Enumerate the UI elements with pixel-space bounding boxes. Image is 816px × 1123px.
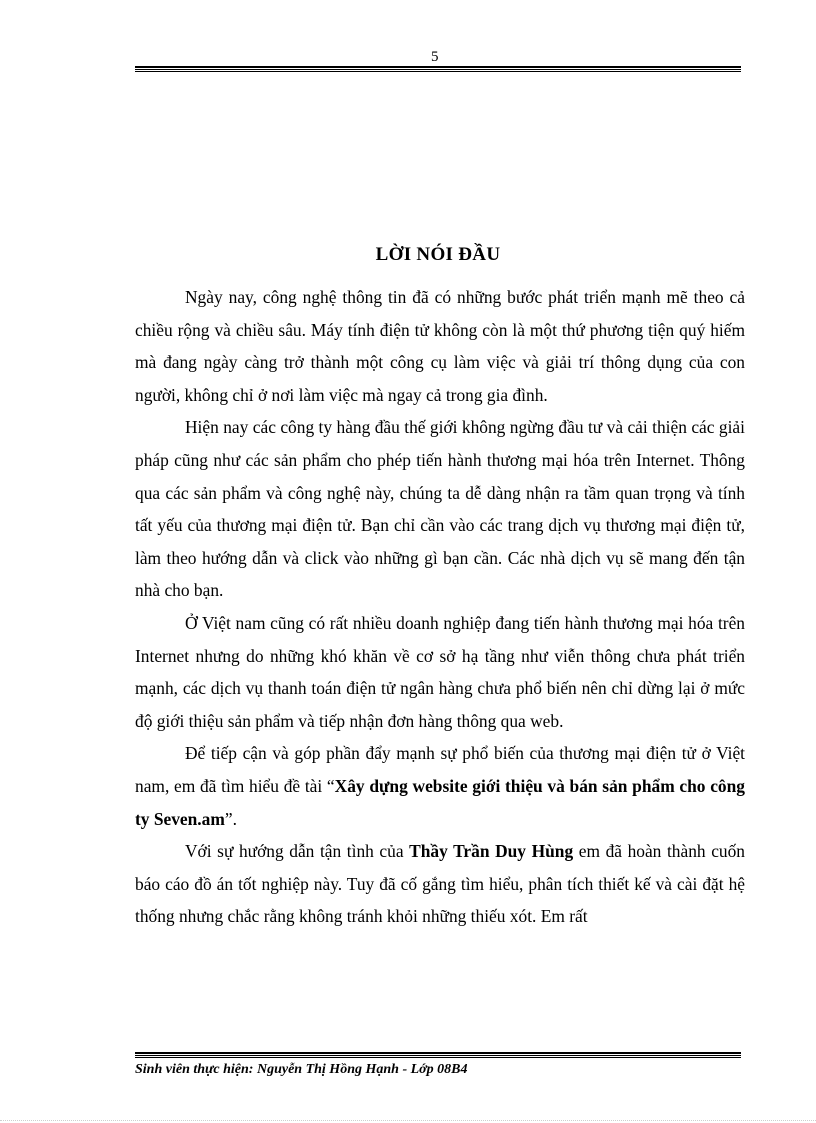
paragraph-2 xyxy=(135,411,745,607)
paragraph-1 xyxy=(135,281,745,411)
paragraph-5 xyxy=(135,835,745,933)
paragraph-4 xyxy=(135,737,745,835)
bold-phrase: Xây dựng website giới thiệu và bán sản phẩm cho công ty Seven.am xyxy=(135,775,745,829)
text-run: Hiện nay các công ty hàng đầu thế giới không ngừng đầu tư và cải thiện các giải pháp cũng như các sản phẩm cho phép tiến hành thương mại hóa trên Internet. Thông qua các sản phẩm và công nghệ này, chúng ta dễ dàng nhận ra tầm quan trọng và tính tất yếu của thương mại điện tử. Bạn chỉ cần vào các trang dịch vụ thương mại điện tử, làm theo hướng dẫn và click vào những gì bạn cần. Các nhà dịch vụ sẽ mang đến tận nhà cho bạn. xyxy=(135,417,745,601)
text-run: Ngày nay, công nghệ thông tin đã có những bước phát triển mạnh mẽ theo cả chiều rộng và chiều sâu. Máy tính điện tử không còn là một thứ phương tiện quý hiếm mà đang ngày càng trở thành một công cụ làm việc và giải trí thông dụng của con người, không chỉ ở nơi làm việc mà ngay cả trong gia đình. xyxy=(135,287,745,405)
header-rule xyxy=(135,66,741,72)
text-run: Để tiếp cận và góp phần đẩy mạnh sự phổ biến của thương mại điện tử ở Việt nam, em đã tìm hiểu đề tài “ xyxy=(135,743,745,796)
text-run: Với sự hướng dẫn tận tình của xyxy=(185,841,410,862)
document-title: LỜI NÓI ĐẦU xyxy=(375,244,501,265)
text-run: ”. xyxy=(224,808,237,829)
text-run: em đã hoàn thành cuốn báo cáo đồ án tốt nghiệp này. Tuy đã cố gắng tìm hiểu, phân tích thiết kế và cài đặt hệ thống nhưng chắc rằng không tránh khỏi những thiếu xót. Em rất xyxy=(135,841,745,927)
bold-phrase: Thầy Trần Duy Hùng xyxy=(409,841,574,862)
page-edge xyxy=(0,1120,816,1121)
text-run: Ở Việt nam cũng có rất nhiều doanh nghiệp đang tiến hành thương mại hóa trên Internet nhưng do những khó khăn về cơ sở hạ tầng như viễn thông chưa phát triển mạnh, các dịch vụ thanh toán điện tử ngân hàng chưa phổ biến nên chỉ dừng lại ở mức độ giới thiệu sản phẩm và tiếp nhận đơn hàng thông qua web. xyxy=(135,612,745,731)
page-number: 5 xyxy=(431,49,439,65)
footer-author: Sinh viên thực hiện: Nguyễn Thị Hồng Hạnh - Lớp 08B4 xyxy=(135,1062,468,1077)
body-text xyxy=(135,281,745,933)
footer-rule xyxy=(135,1052,741,1058)
paragraph-3 xyxy=(135,607,745,737)
